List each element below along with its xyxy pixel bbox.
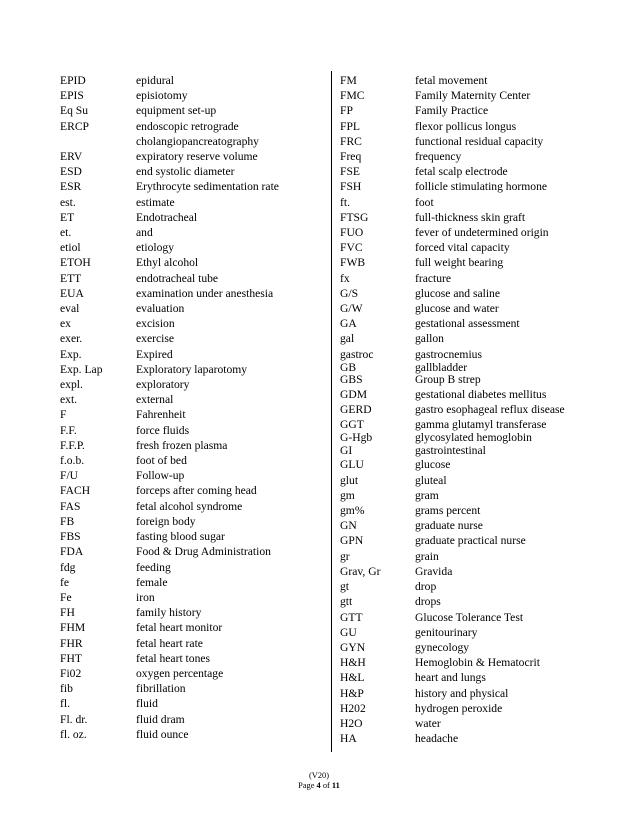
abbreviation-term: GTT xyxy=(340,610,363,624)
abbreviation-row xyxy=(340,640,580,655)
abbreviation-row xyxy=(340,103,580,118)
abbreviation-definition: gynecology xyxy=(415,640,470,654)
column-divider xyxy=(331,71,332,752)
abbreviation-definition: gestational assessment xyxy=(415,317,520,331)
abbreviation-term: etiol xyxy=(60,241,81,255)
abbreviation-definition: water xyxy=(415,716,441,730)
abbreviation-term: F xyxy=(60,408,67,422)
abbreviation-term: FVC xyxy=(340,241,363,255)
abbreviation-term: FHT xyxy=(60,651,82,665)
abbreviation-definition: exploratory xyxy=(136,378,190,392)
abbreviation-definition: frequency xyxy=(415,150,462,164)
abbreviation-term: GLU xyxy=(340,458,364,472)
abbreviation-definition: gestational diabetes mellitus xyxy=(415,387,547,401)
abbreviation-definition: fibrillation xyxy=(136,682,186,696)
abbreviation-term: FWB xyxy=(340,256,366,270)
abbreviation-row xyxy=(340,473,580,488)
abbreviation-definition: graduate nurse xyxy=(415,519,483,533)
abbreviation-definition: forced vital capacity xyxy=(415,241,510,255)
abbreviation-term: gt xyxy=(340,580,350,594)
abbreviation-row xyxy=(60,560,322,575)
abbreviation-term: GDM xyxy=(340,387,368,401)
abbreviation-definition: estimate xyxy=(136,195,175,209)
abbreviation-row xyxy=(340,331,580,346)
abbreviation-definition: epidural xyxy=(136,74,174,87)
abbreviation-definition: Food & Drug Administration xyxy=(136,545,271,559)
abbreviation-definition: fetal scalp electrode xyxy=(415,165,508,179)
abbreviation-row xyxy=(340,503,580,518)
abbreviation-term: EPID xyxy=(60,74,86,87)
abbreviation-term: exer. xyxy=(60,332,83,346)
abbreviation-definition: evaluation xyxy=(136,302,185,316)
abbreviation-definition: glycosylated hemoglobin xyxy=(415,431,532,445)
abbreviation-term: FB xyxy=(60,514,75,528)
abbreviation-term: F.F.P. xyxy=(60,438,85,452)
abbreviation-term: est. xyxy=(60,195,76,209)
abbreviation-row xyxy=(60,210,322,225)
abbreviation-term: ETOH xyxy=(60,256,91,270)
abbreviation-term: fx xyxy=(340,271,350,285)
abbreviation-definition: Follow-up xyxy=(136,469,185,483)
abbreviation-definition: fever of undetermined origin xyxy=(415,226,549,240)
abbreviation-row xyxy=(60,255,322,270)
abbreviation-row xyxy=(60,453,322,468)
abbreviation-term: FUO xyxy=(340,226,364,240)
abbreviation-row xyxy=(340,731,580,746)
abbreviation-row xyxy=(340,445,580,458)
abbreviation-row xyxy=(340,670,580,685)
abbreviation-term: Exp. xyxy=(60,347,82,361)
abbreviation-row xyxy=(340,417,580,432)
abbreviation-row xyxy=(340,195,580,210)
abbreviation-term: ERCP xyxy=(60,119,89,133)
abbreviation-row xyxy=(340,286,580,301)
abbreviation-term: Exp. Lap xyxy=(60,362,103,376)
abbreviation-row xyxy=(60,225,322,240)
abbreviation-row xyxy=(340,164,580,179)
abbreviation-row xyxy=(340,240,580,255)
abbreviation-row xyxy=(60,605,322,620)
abbreviation-row xyxy=(60,149,322,164)
abbreviation-row xyxy=(60,499,322,514)
abbreviation-definition: foot xyxy=(415,195,434,209)
abbreviation-row xyxy=(340,119,580,134)
abbreviation-definition: Erythrocyte sedimentation rate xyxy=(136,180,279,194)
abbreviation-row xyxy=(60,73,322,88)
abbreviation-term: Fi02 xyxy=(60,666,82,680)
abbreviation-row xyxy=(60,681,322,696)
abbreviation-term: F/U xyxy=(60,469,79,483)
abbreviation-row xyxy=(60,529,322,544)
abbreviation-term: FHR xyxy=(60,636,83,650)
abbreviation-definition: grams percent xyxy=(415,504,481,518)
abbreviation-definition: endoscopic retrograde cholangiopancreatography xyxy=(136,119,259,148)
abbreviation-row xyxy=(340,716,580,731)
abbreviation-term: ext. xyxy=(60,393,78,407)
abbreviation-row xyxy=(340,210,580,225)
abbreviation-row xyxy=(340,225,580,240)
abbreviation-row xyxy=(340,301,580,316)
abbreviation-definition: forceps after coming head xyxy=(136,484,257,498)
abbreviation-definition: gram xyxy=(415,488,439,502)
abbreviation-term: et. xyxy=(60,226,72,240)
abbreviation-definition: drops xyxy=(415,595,441,609)
abbreviation-row xyxy=(340,610,580,625)
abbreviation-term: FM xyxy=(340,74,357,87)
abbreviation-definition: Fahrenheit xyxy=(136,408,186,422)
abbreviation-row xyxy=(60,119,322,149)
abbreviation-row xyxy=(60,666,322,681)
abbreviation-definition: fluid ounce xyxy=(136,727,189,741)
abbreviation-term: GA xyxy=(340,317,357,331)
abbreviation-row xyxy=(340,549,580,564)
abbreviation-definition: foreign body xyxy=(136,514,196,528)
abbreviation-term: G/S xyxy=(340,286,359,300)
abbreviation-row xyxy=(60,240,322,255)
abbreviation-row xyxy=(340,255,580,270)
abbreviation-definition: gallbladder xyxy=(415,360,468,374)
abbreviation-term: ETT xyxy=(60,271,82,285)
abbreviation-definition: grain xyxy=(415,549,439,563)
abbreviation-definition: Ethyl alcohol xyxy=(136,256,199,270)
abbreviation-term: fl. xyxy=(60,697,70,711)
abbreviation-row xyxy=(60,544,322,559)
abbreviation-definition: fetal alcohol syndrome xyxy=(136,499,243,513)
abbreviation-row xyxy=(60,362,322,377)
abbreviation-row xyxy=(60,590,322,605)
abbreviation-definition: etiology xyxy=(136,241,174,255)
abbreviation-term: G/W xyxy=(340,302,363,316)
abbreviation-row xyxy=(340,686,580,701)
abbreviation-term: gastroc xyxy=(340,347,374,361)
abbreviation-row xyxy=(60,164,322,179)
page-of: of xyxy=(320,781,332,790)
abbreviation-term: GERD xyxy=(340,403,372,417)
abbreviation-row xyxy=(340,564,580,579)
abbreviation-row xyxy=(340,134,580,149)
abbreviation-definition: glucose xyxy=(415,458,451,472)
abbreviation-term: ft. xyxy=(340,195,350,209)
abbreviation-term: FPL xyxy=(340,119,360,133)
abbreviation-term: gm xyxy=(340,488,355,502)
abbreviation-definition: excision xyxy=(136,317,175,331)
abbreviation-term: Freq xyxy=(340,150,362,164)
abbreviation-row xyxy=(60,195,322,210)
abbreviation-term: FP xyxy=(340,104,353,118)
abbreviation-definition: Expired xyxy=(136,347,173,361)
abbreviation-term: fl. oz. xyxy=(60,727,87,741)
abbreviation-definition: Endotracheal xyxy=(136,210,198,224)
abbreviation-term: gr xyxy=(340,549,350,563)
abbreviation-term: glut xyxy=(340,473,359,487)
abbreviation-definition: gastrocnemius xyxy=(415,347,482,361)
abbreviation-definition: equipment set-up xyxy=(136,104,217,118)
abbreviation-row xyxy=(60,301,322,316)
abbreviation-term: ERV xyxy=(60,150,83,164)
abbreviation-definition: exercise xyxy=(136,332,174,346)
abbreviation-definition: genitourinary xyxy=(415,625,478,639)
abbreviation-term: EPIS xyxy=(60,89,84,103)
abbreviation-row xyxy=(60,712,322,727)
abbreviation-row xyxy=(60,438,322,453)
abbreviation-term: FBS xyxy=(60,530,81,544)
abbreviation-row xyxy=(60,88,322,103)
abbreviation-term: HA xyxy=(340,732,357,746)
abbreviation-term: ESD xyxy=(60,165,82,179)
abbreviation-row xyxy=(60,179,322,194)
abbreviation-term: GBS xyxy=(340,373,363,387)
abbreviation-term: GYN xyxy=(340,640,366,654)
abbreviation-row xyxy=(60,407,322,422)
abbreviation-term: H&H xyxy=(340,656,366,670)
abbreviation-term: FDA xyxy=(60,545,84,559)
page-prefix: Page xyxy=(298,781,317,790)
abbreviation-term: FHM xyxy=(60,621,86,635)
abbreviation-definition: fluid xyxy=(136,697,158,711)
abbreviation-definition: history and physical xyxy=(415,686,509,700)
abbreviation-definition: Glucose Tolerance Test xyxy=(415,610,524,624)
abbreviation-row xyxy=(60,316,322,331)
abbreviation-definition: Hemoglobin & Hematocrit xyxy=(415,656,540,670)
abbreviation-term: eval xyxy=(60,302,80,316)
footer-page-number xyxy=(0,781,638,791)
abbreviation-definition: external xyxy=(136,393,174,407)
abbreviation-row xyxy=(340,457,580,472)
abbreviation-definition: expiratory reserve volume xyxy=(136,150,258,164)
abbreviation-definition: fetal heart rate xyxy=(136,636,203,650)
abbreviation-definition: glucose and water xyxy=(415,302,499,316)
abbreviation-term: gal xyxy=(340,332,355,346)
abbreviation-term: f.o.b. xyxy=(60,454,85,468)
abbreviation-definition: end systolic diameter xyxy=(136,165,235,179)
abbreviation-row xyxy=(340,88,580,103)
abbreviation-definition: gallon xyxy=(415,332,444,346)
abbreviation-column-right xyxy=(340,73,580,746)
abbreviation-definition: iron xyxy=(136,590,155,604)
abbreviation-row xyxy=(340,533,580,548)
abbreviation-term: ET xyxy=(60,210,75,224)
abbreviation-definition: functional residual capacity xyxy=(415,134,544,148)
abbreviation-definition: glucose and saline xyxy=(415,286,500,300)
abbreviation-term: ESR xyxy=(60,180,82,194)
abbreviation-definition: episiotomy xyxy=(136,89,188,103)
abbreviation-definition: drop xyxy=(415,580,437,594)
abbreviation-term: GPN xyxy=(340,534,364,548)
abbreviation-definition: full-thickness skin graft xyxy=(415,210,526,224)
abbreviation-term: GU xyxy=(340,625,357,639)
abbreviation-row xyxy=(340,374,580,387)
abbreviation-row xyxy=(60,514,322,529)
abbreviation-definition: oxygen percentage xyxy=(136,666,224,680)
abbreviation-definition: family history xyxy=(136,606,202,620)
abbreviation-definition: heart and lungs xyxy=(415,671,486,685)
abbreviation-row xyxy=(60,651,322,666)
abbreviation-term: G-Hgb xyxy=(340,431,373,445)
page-current: 4 xyxy=(316,781,321,790)
abbreviation-term: GB xyxy=(340,360,357,374)
abbreviation-row xyxy=(340,347,580,362)
abbreviation-term: EUA xyxy=(60,286,84,300)
abbreviation-definition: graduate practical nurse xyxy=(415,534,526,548)
abbreviation-row xyxy=(60,271,322,286)
abbreviation-row xyxy=(340,655,580,670)
abbreviation-term: ex xyxy=(60,317,71,331)
abbreviation-term: fib xyxy=(60,682,73,696)
abbreviation-definition: flexor pollicus longus xyxy=(415,119,517,133)
abbreviation-definition: foot of bed xyxy=(136,454,187,468)
abbreviation-definition: Gravida xyxy=(415,564,453,578)
abbreviation-definition: feeding xyxy=(136,560,171,574)
abbreviation-row xyxy=(60,483,322,498)
abbreviation-definition: endotracheal tube xyxy=(136,271,219,285)
abbreviation-row xyxy=(60,636,322,651)
abbreviation-definition: hydrogen peroxide xyxy=(415,701,503,715)
abbreviation-row xyxy=(340,271,580,286)
abbreviation-definition: Family Maternity Center xyxy=(415,89,531,103)
abbreviation-definition: force fluids xyxy=(136,423,190,437)
abbreviation-definition: Family Practice xyxy=(415,104,489,118)
abbreviation-row xyxy=(60,696,322,711)
abbreviation-term: GGT xyxy=(340,418,364,432)
abbreviation-term: gtt xyxy=(340,595,353,609)
abbreviation-definition: fetal heart tones xyxy=(136,651,211,665)
abbreviation-row xyxy=(340,594,580,609)
abbreviation-term: FAS xyxy=(60,499,81,513)
abbreviation-row xyxy=(60,331,322,346)
abbreviation-definition: gluteal xyxy=(415,473,447,487)
abbreviation-row xyxy=(340,488,580,503)
abbreviation-row xyxy=(60,575,322,590)
page-total: 11 xyxy=(331,781,340,790)
abbreviation-row xyxy=(60,103,322,118)
abbreviation-definition: fluid dram xyxy=(136,712,185,726)
abbreviation-definition: fracture xyxy=(415,271,452,285)
abbreviation-definition: headache xyxy=(415,732,459,746)
abbreviation-definition: female xyxy=(136,575,168,589)
abbreviation-term: fdg xyxy=(60,560,76,574)
abbreviation-definition: and xyxy=(136,226,153,240)
abbreviation-term: FSE xyxy=(340,165,360,179)
abbreviation-definition: gamma glutamyl transferase xyxy=(415,418,547,432)
abbreviation-row xyxy=(340,73,580,88)
abbreviation-definition: fasting blood sugar xyxy=(136,530,225,544)
abbreviation-definition: Group B strep xyxy=(415,373,481,387)
abbreviation-row xyxy=(340,316,580,331)
abbreviation-term: Grav, Gr xyxy=(340,564,381,578)
abbreviation-row xyxy=(60,468,322,483)
abbreviation-column-left xyxy=(60,73,322,742)
footer-version: (V20) xyxy=(308,771,329,780)
abbreviation-row xyxy=(60,392,322,407)
abbreviation-term: H&L xyxy=(340,671,365,685)
abbreviation-term: FTSG xyxy=(340,210,369,224)
abbreviation-definition: full weight bearing xyxy=(415,256,504,270)
abbreviation-row xyxy=(340,402,580,417)
abbreviation-row xyxy=(60,727,322,742)
abbreviation-row xyxy=(340,625,580,640)
abbreviation-row xyxy=(340,518,580,533)
abbreviation-definition: follicle stimulating hormone xyxy=(415,180,548,194)
abbreviation-term: F.F. xyxy=(60,423,77,437)
abbreviation-term: GN xyxy=(340,519,357,533)
abbreviation-row xyxy=(340,387,580,402)
abbreviation-term: GI xyxy=(340,443,353,457)
abbreviation-row xyxy=(60,620,322,635)
abbreviation-row xyxy=(60,347,322,362)
abbreviation-term: gm% xyxy=(340,504,365,518)
abbreviation-term: expl. xyxy=(60,378,83,392)
abbreviation-term: Fe xyxy=(60,590,72,604)
abbreviation-row xyxy=(340,149,580,164)
abbreviation-row xyxy=(340,579,580,594)
abbreviation-term: FH xyxy=(60,606,75,620)
abbreviation-term: Fl. dr. xyxy=(60,712,88,726)
abbreviation-term: FRC xyxy=(340,134,362,148)
abbreviation-term: H202 xyxy=(340,701,366,715)
abbreviation-term: H2O xyxy=(340,716,363,730)
abbreviation-term: FMC xyxy=(340,89,365,103)
abbreviation-row xyxy=(60,423,322,438)
abbreviation-row xyxy=(60,377,322,392)
abbreviation-term: FACH xyxy=(60,484,91,498)
abbreviation-definition: examination under anesthesia xyxy=(136,286,274,300)
abbreviation-term: H&P xyxy=(340,686,364,700)
abbreviation-definition: gastrointestinal xyxy=(415,443,486,457)
abbreviation-definition: Exploratory laparotomy xyxy=(136,362,248,376)
abbreviation-row xyxy=(340,179,580,194)
abbreviation-term: FSH xyxy=(340,180,362,194)
abbreviation-row xyxy=(60,286,322,301)
abbreviation-term: Eq Su xyxy=(60,104,89,118)
abbreviation-definition: fetal heart monitor xyxy=(136,621,223,635)
abbreviation-definition: fetal movement xyxy=(415,74,488,87)
abbreviation-row xyxy=(340,701,580,716)
abbreviation-definition: fresh frozen plasma xyxy=(136,438,228,452)
abbreviation-definition: gastro esophageal reflux disease xyxy=(415,403,565,417)
abbreviation-term: fe xyxy=(60,575,70,589)
